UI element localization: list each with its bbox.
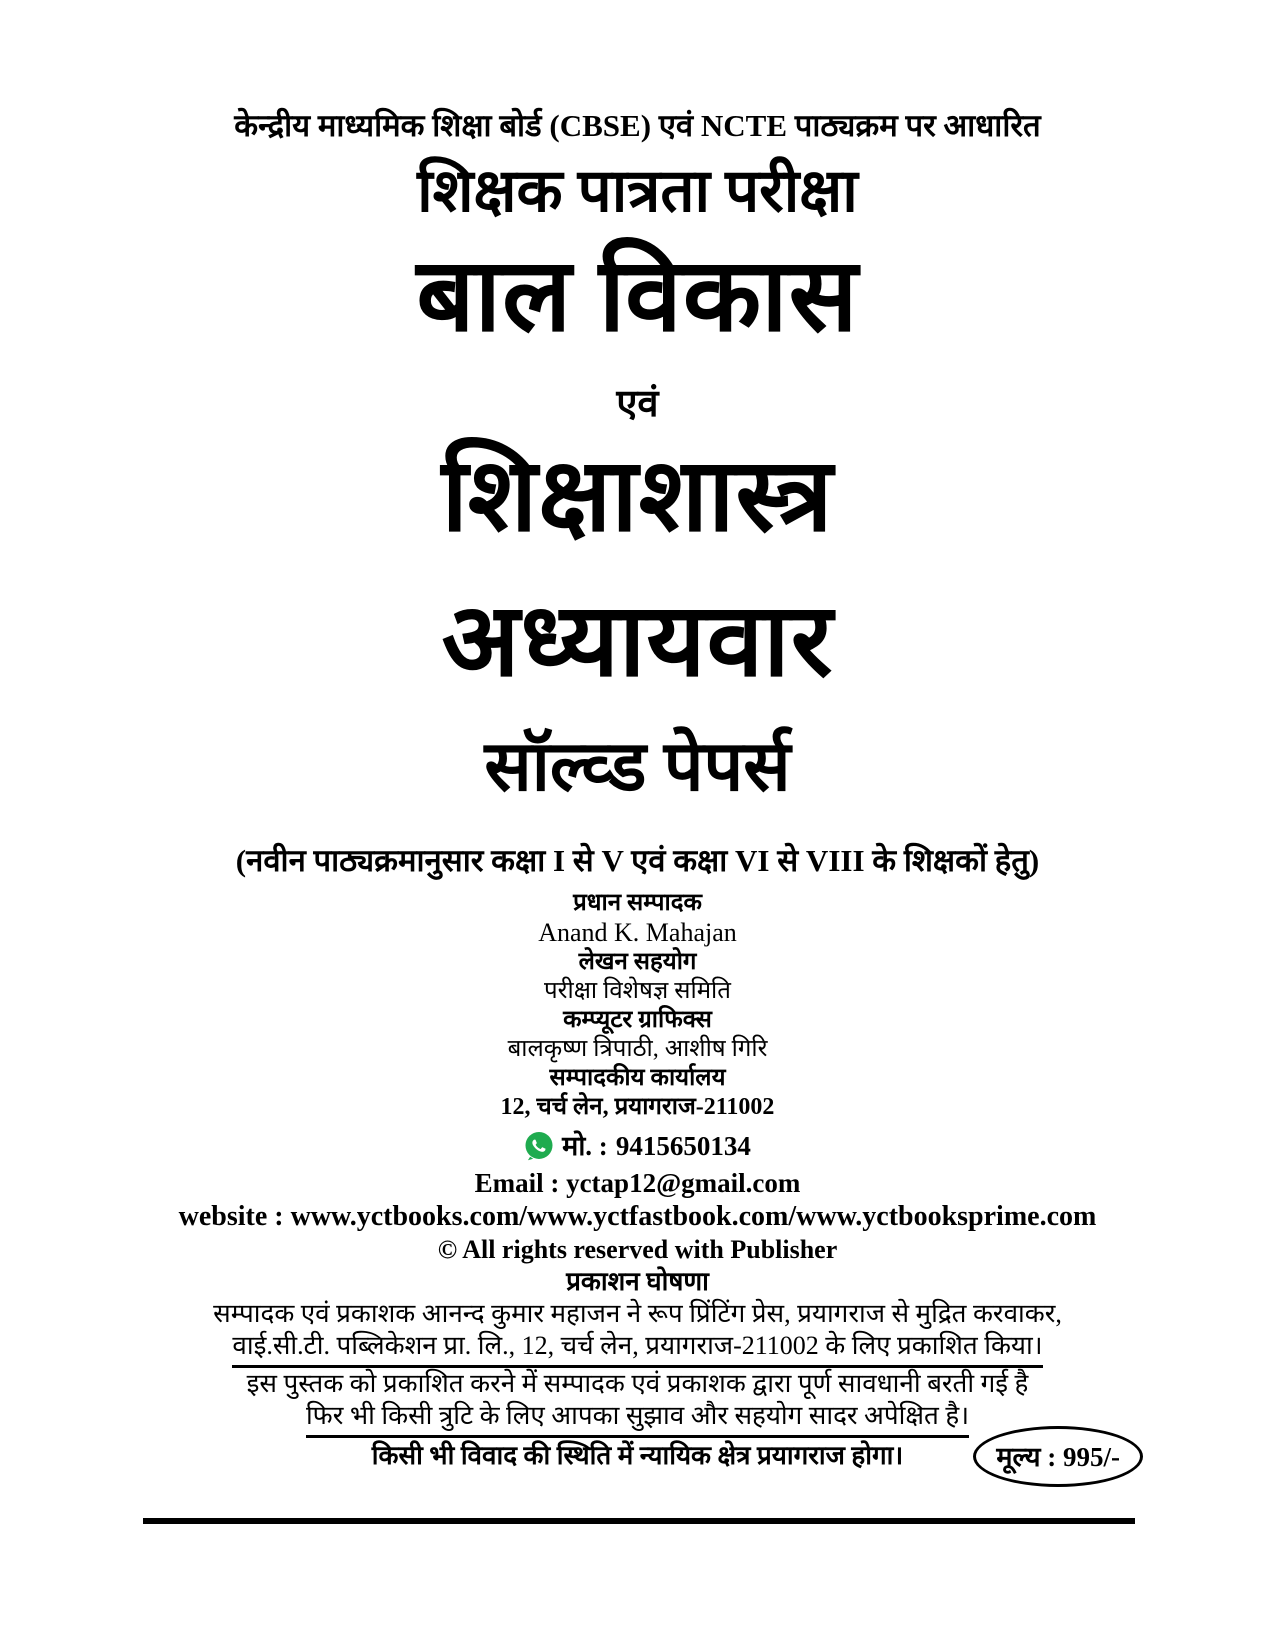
declaration-line-2 [0,1330,1275,1368]
jurisdiction-line: किसी भी विवाद की स्थिति में न्यायिक क्षेत्र प्रयागराज होगा। [371,1441,904,1471]
credit-value-computer-graphics: बालकृष्ण त्रिपाठी, आशीष गिरि [507,1036,768,1063]
price-badge: मूल्य : 995/- [973,1426,1143,1487]
email-line: Email : yctap12@gmail.com [474,1168,801,1199]
book-subtitle: सॉल्व्ड पेपर्स [484,729,791,807]
board-tagline: केन्द्रीय माध्यमिक शिक्षा बोर्ड (CBSE) एवं NCTE पाठ्यक्रम पर आधारित [234,108,1041,143]
declaration-line-2-text: वाई.सी.टी. पब्लिकेशन प्रा. लि., 12, चर्च लेन, प्रयागराज-211002 के लिए प्रकाशित किया। [232,1330,1042,1368]
publication-declaration-heading: प्रकाशन घोषणा [566,1267,709,1297]
phone-label: मो. : [562,1131,608,1162]
declaration-line-1: सम्पादक एवं प्रकाशक आनन्द कुमार महाजन ने रूप प्रिंटिंग प्रेस, प्रयागराज से मुद्रित करवाकर, [213,1299,1062,1329]
declaration-line-3: इस पुस्तक को प्रकाशित करने में सम्पादक एवं प्रकाशक द्वारा पूर्ण सावधानी बरती गई है [246,1369,1029,1399]
credit-heading-chief-editor: प्रधान सम्पादक [573,890,702,917]
credit-value-editorial-office-address: 12, चर्च लेन, प्रयागराज-211002 [500,1094,775,1121]
credit-heading-writing-support: लेखन सहयोग [578,949,697,976]
footer-row [0,1440,1275,1472]
declaration-line-4-text: फिर भी किसी त्रुटि के लिए आपका सुझाव और सहयोग सादर अपेक्षित है। [306,1400,969,1438]
whatsapp-icon [524,1131,554,1161]
credits-block [0,889,1275,1122]
book-title-line1: बाल विकास [416,240,859,353]
series-title: शिक्षक पात्रता परीक्षा [417,158,858,224]
credit-value-writing-support: परीक्षा विशेषज्ञ समिति [544,978,731,1005]
phone-line [0,1128,1275,1164]
website-line: website : www.yctbooks.com/www.yctfastbook.com/www.yctbooksprime.com [178,1201,1097,1233]
credit-heading-editorial-office: सम्पादकीय कार्यालय [549,1065,726,1092]
book-title-line2: शिक्षाशास्त्र [441,439,834,553]
copyright-line: © All rights reserved with Publisher [437,1235,838,1265]
phone-number: 9415650134 [615,1131,751,1162]
book-title-line3: अध्यायवार [441,584,834,698]
credit-heading-computer-graphics: कम्प्यूटर ग्राफिक्स [563,1007,712,1034]
audience-note: (नवीन पाठ्यक्रमानुसार कक्षा I से V एवं कक्षा VI से VIII के शिक्षकों हेतु) [235,843,1040,879]
bottom-rule [143,1518,1135,1524]
title-conjunction: एवं [616,382,659,425]
credit-value-chief-editor: Anand K. Mahajan [538,918,737,948]
